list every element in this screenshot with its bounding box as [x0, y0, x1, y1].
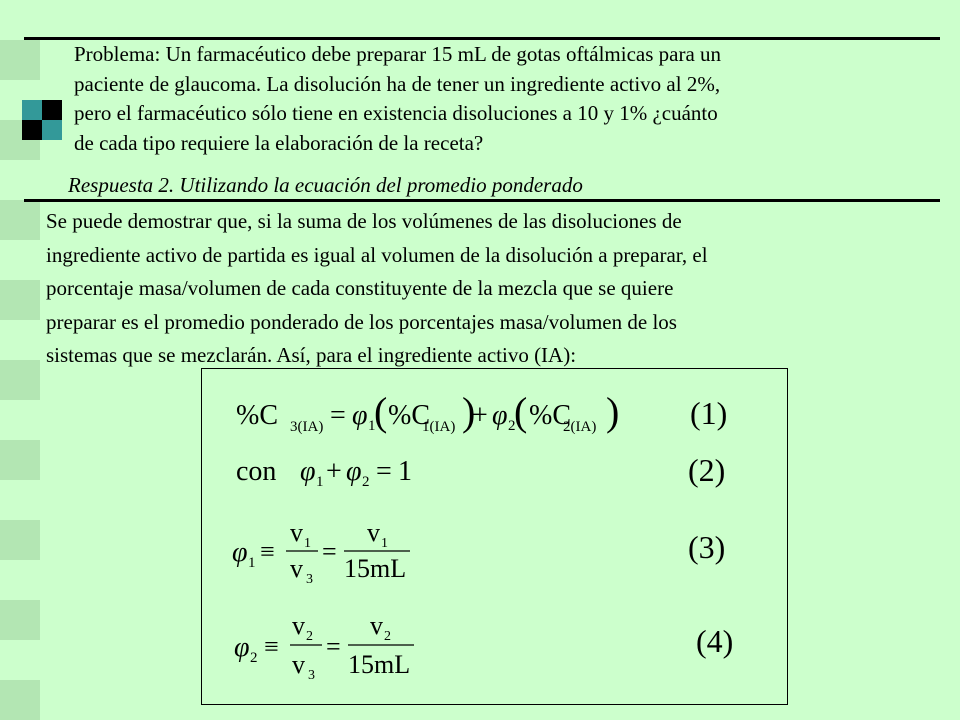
eq4-phi-sub: 2	[250, 650, 258, 666]
eq2-phi1: φ	[300, 456, 316, 487]
eq1-plus: +	[472, 400, 488, 431]
eq3-den1-sub: 3	[306, 572, 313, 587]
eq1-phi2-sub: 2	[508, 418, 516, 434]
eq2-equals: =	[376, 456, 392, 487]
eq4-den1: v	[292, 650, 305, 679]
problem-line: paciente de glaucoma. La disolución ha de tener un ingrediente activo al 2%,	[74, 71, 721, 96]
side-square	[0, 40, 40, 80]
equation-box	[201, 368, 788, 705]
eq4-num1-sub: 2	[306, 629, 313, 644]
equation-4	[234, 611, 733, 683]
checker-black-square	[22, 120, 42, 140]
equation-1	[236, 389, 727, 435]
body-line: porcentaje masa/volumen de cada constituyente de la mezcla que se quiere	[46, 276, 674, 300]
eq3-den1: v	[290, 554, 303, 583]
eq1-lparen-1: (	[374, 389, 388, 434]
equations-figure	[202, 369, 789, 706]
body-line: preparar es el promedio ponderado de los porcentajes masa/volumen de los	[46, 309, 677, 334]
side-square	[0, 680, 40, 720]
side-square	[0, 360, 40, 400]
eq2-phi2-sub: 2	[362, 474, 370, 490]
eq3-num2-sub: 1	[381, 536, 388, 551]
eq3-num2: v	[367, 518, 380, 547]
eq1-number: (1)	[690, 395, 728, 431]
eq3-num1: v	[290, 518, 303, 547]
eq3-phi-sub: 1	[248, 555, 256, 571]
eq2-phi1-sub: 1	[316, 474, 324, 490]
checker-teal-square	[22, 100, 42, 120]
eq4-num2-sub: 2	[384, 629, 391, 644]
eq2-con: con	[236, 456, 277, 487]
eq1-c1: %C	[388, 400, 430, 431]
eq3-equiv: ≡	[260, 537, 275, 566]
side-square	[0, 520, 40, 560]
eq4-equals: =	[326, 632, 341, 661]
eq3-num1-sub: 1	[304, 536, 311, 551]
eq1-equals: =	[330, 400, 346, 431]
answer-heading: Respuesta 2. Utilizando la ecuación del promedio ponderado	[68, 173, 583, 197]
side-square	[0, 200, 40, 240]
body-line: sistemas que se mezclarán. Así, para el ingrediente activo (IA):	[46, 343, 577, 367]
eq2-phi2: φ	[346, 456, 362, 487]
eq1-c1-sub: 1(IA)	[422, 419, 456, 435]
side-square	[0, 440, 40, 480]
equation-3	[232, 518, 725, 587]
eq3-den2: 15mL	[344, 554, 407, 583]
side-square	[0, 600, 40, 640]
checker-black-square	[42, 100, 62, 120]
problem-statement	[74, 40, 914, 158]
eq1-phi1: φ	[352, 400, 368, 431]
eq2-rhs: 1	[398, 456, 412, 487]
eq1-c2-sub: 2(IA)	[563, 419, 597, 435]
eq4-num2: v	[370, 611, 383, 640]
eq1-rparen-2: )	[606, 389, 620, 434]
eq1-phi2: φ	[492, 400, 508, 431]
eq1-c2: %C	[529, 400, 571, 431]
eq1-lhs: %C	[236, 400, 278, 431]
side-square	[0, 280, 40, 320]
body-line: ingrediente activo de partida es igual al volumen de la disolución a preparar, el	[46, 242, 708, 267]
eq3-number: (3)	[688, 529, 726, 565]
eq4-den2: 15mL	[348, 650, 411, 679]
problem-line: pero el farmacéutico sólo tiene en existencia disoluciones a 10 y 1% ¿cuánto	[74, 101, 718, 125]
problem-line: de cada tipo requiere la elaboración de la receta?	[74, 130, 484, 155]
eq2-number: (2)	[688, 452, 726, 488]
eq4-number: (4)	[696, 623, 734, 659]
eq2-plus: +	[326, 456, 342, 487]
eq4-equiv: ≡	[264, 632, 279, 661]
eq1-rparen-1: )	[462, 389, 476, 434]
eq4-den1-sub: 3	[308, 668, 315, 683]
body-line: Se puede demostrar que, si la suma de los volúmenes de las disoluciones de	[46, 209, 682, 233]
eq1-lhs-sub: 3(IA)	[290, 419, 324, 435]
equation-2	[236, 452, 725, 490]
eq3-equals: =	[322, 537, 337, 566]
problem-line: Problema: Un farmacéutico debe preparar 15 mL de gotas oftálmicas para un	[74, 42, 722, 66]
eq3-phi: φ	[232, 537, 248, 568]
eq4-phi: φ	[234, 632, 250, 663]
eq1-lparen-2: (	[514, 389, 528, 434]
eq1-phi1-sub: 1	[368, 418, 376, 434]
body-paragraph	[46, 205, 926, 373]
checker-teal-square	[42, 120, 62, 140]
eq4-num1: v	[292, 611, 305, 640]
